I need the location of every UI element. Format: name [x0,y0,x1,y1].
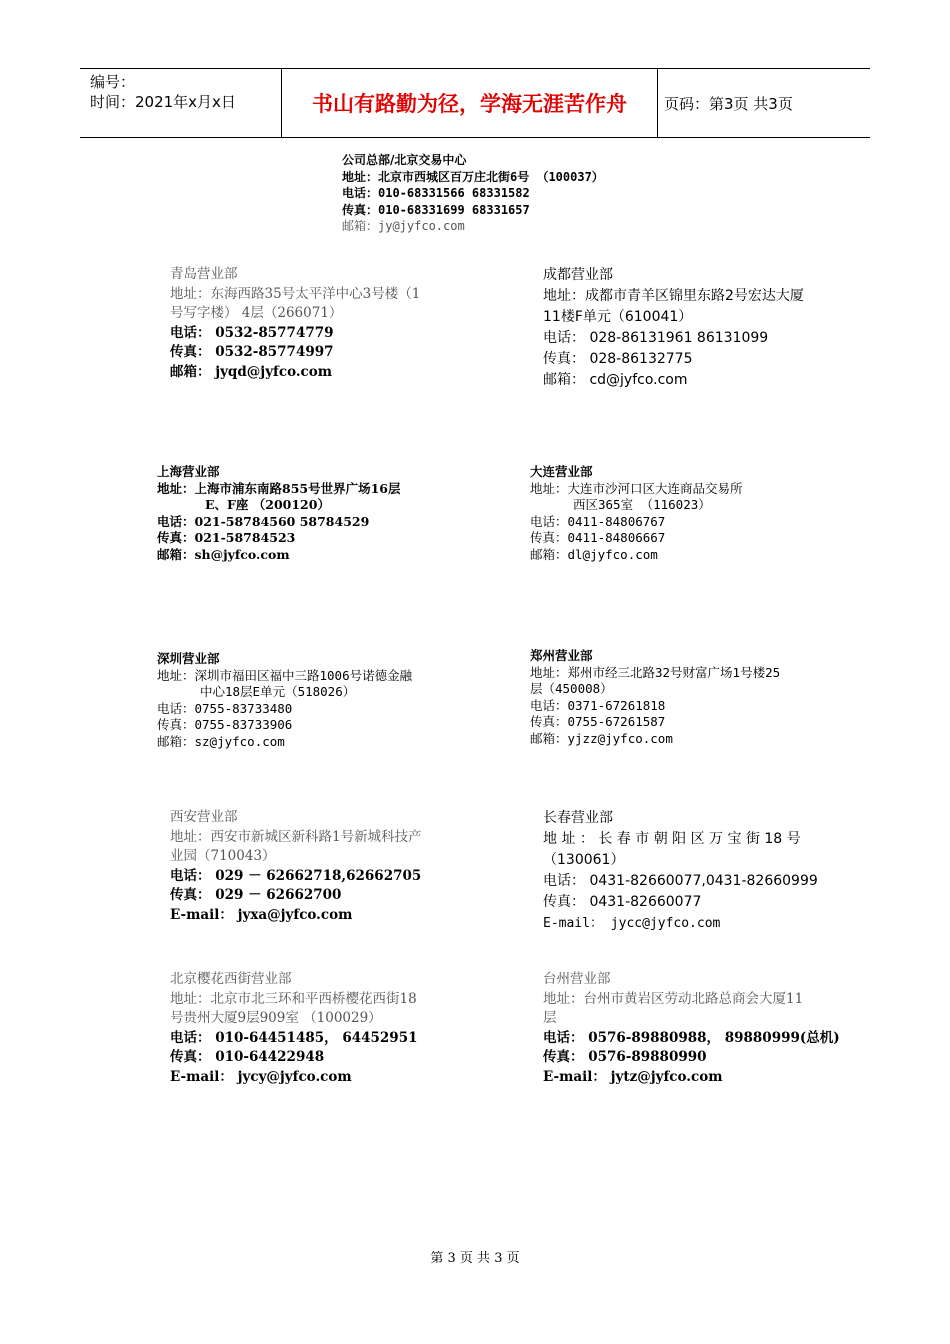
office-fax: 传真：021-58784523 [157,530,296,545]
office-email: E-mail： jycy@jyfco.com [170,1068,352,1085]
number-label: 编号： [90,73,136,91]
office-qingdao [170,265,420,382]
office-address: 地址：郑州市经三北路32号财富广场1号楼25 [530,664,781,680]
office-address-cont: 中心18层E单元（518026） [200,684,356,699]
office-fax: 传真：0411-84806667 [530,530,666,545]
office-address: 地 址 ： 长 春 市 朝 阳 区 万 宝 街 18 号 [543,831,801,847]
office-address-cont: 西区365室 （116023） [573,497,711,512]
office-title: 青岛营业部 [170,266,238,282]
office-address-cont: 层（450008） [530,681,613,696]
office-fax: 传真： 0431-82660077 [543,894,702,910]
office-title: 深圳营业部 [157,651,220,666]
document-header [80,68,870,138]
office-address-cont: 号贵州大厦9层909室 （100029） [170,1010,382,1026]
office-phone: 电话：0755-83733480 [157,700,293,716]
office-address-cont: E、F座 （200120） [205,497,330,512]
office-zhengzhou [530,648,780,747]
office-fax: 传真：0755-83733906 [157,717,293,732]
office-email: 邮箱：sz@jyfco.com [157,733,285,749]
office-title: 北京樱花西街营业部 [170,971,292,987]
office-phone: 电话：0411-84806767 [530,513,666,529]
office-dalian [530,464,743,563]
office-fax: 传真：0755-67261587 [530,714,666,729]
office-xian [170,808,422,925]
office-address: 地址：北京市北三环和平西桥樱花西街18 [170,990,417,1007]
office-email: E-mail： jyxa@jyfco.com [170,906,353,923]
office-shenzhen [157,651,412,750]
office-phone: 电话：021-58784560 58784529 [157,513,370,529]
office-email: 邮箱：dl@jyfco.com [530,546,658,562]
office-address-cont: 11楼F单元（610041） [543,309,693,325]
office-phone: 电话： 0576-89880988， 89880999(总机) [543,1029,840,1046]
hq-block [342,152,604,235]
time-label: 时间：2021年x月x日 [90,93,236,111]
header-meta-cell [80,69,282,137]
office-address-cont: 号写字楼） 4层（266071） [170,305,343,321]
office-email: 邮箱：sh@jyfco.com [157,546,290,562]
office-address: 地址：西安市新城区新科路1号新城科技产 [170,828,422,845]
office-fax: 传真： 010-64422948 [170,1049,325,1065]
office-phone: 电话： 0431-82660077,0431-82660999 [543,873,818,889]
office-fax: 传真： 0576-89880990 [543,1049,707,1065]
office-fax: 传真： 029 － 62662700 [170,887,342,903]
hq-fax: 传真：010-68331699 68331657 [342,202,530,217]
office-phone: 电话： 0532-85774779 [170,324,334,341]
office-phone: 电话： 029 － 62662718,62662705 [170,867,422,884]
office-title: 大连营业部 [530,464,593,479]
office-fax: 传真： 0532-85774997 [170,344,334,360]
motto: 书山有路勤为径，学海无涯苦作舟 [282,69,658,137]
office-address: 地址：深圳市福田区福中三路1006号诺德金融 [157,667,413,683]
office-email: 邮箱：yjzz@jyfco.com [530,730,673,746]
hq-phone: 电话：010-68331566 68331582 [342,186,530,200]
hq-title: 公司总部/北京交易中心 [342,153,467,167]
office-address: 地址：成都市青羊区锦里东路2号宏达大厦 [543,288,804,304]
office-title: 长春营业部 [543,810,613,826]
office-title: 西安营业部 [170,809,238,825]
page-footer: 第 3 页 共 3 页 [430,1251,520,1266]
office-address: 地址：东海西路35号太平洋中心3号楼（1 [170,285,421,302]
office-address: 地址：大连市沙河口区大连商品交易所 [530,480,743,496]
office-changchun [543,808,818,934]
office-phone: 电话： 028-86131961 86131099 [543,330,769,346]
office-title: 郑州营业部 [530,648,593,663]
office-address: 地址：台州市黄岩区劳动北路总商会大厦11 [543,990,804,1007]
office-email: 邮箱： jyqd@jyfco.com [170,363,333,380]
office-email: E-mail： jycc@jyfco.com [543,916,721,931]
hq-email: 邮箱：jy@jyfco.com [342,219,465,233]
office-taizhou [543,970,840,1087]
office-title: 台州营业部 [543,971,611,987]
office-address-cont: 业园（710043） [170,848,276,864]
office-shanghai [157,464,401,563]
office-email: E-mail： jytz@jyfco.com [543,1068,723,1085]
office-address: 地址：上海市浦东南路855号世界广场16层 [157,480,401,496]
page-label: 页码：第3页 共3页 [664,94,793,113]
office-beijing-yinghua [170,970,417,1087]
office-address-cont: 层 [543,1010,557,1026]
hq-address: 地址：北京市西城区百万庄北街6号 （100037） [342,169,604,184]
office-fax: 传真： 028-86132775 [543,351,693,367]
office-address-cont: （130061） [543,852,625,868]
office-phone: 电话：0371-67261818 [530,697,666,713]
office-chengdu [543,265,804,391]
office-title: 上海营业部 [157,464,220,479]
office-email: 邮箱： cd@jyfco.com [543,372,688,388]
office-title: 成都营业部 [543,267,613,283]
office-phone: 电话： 010-64451485， 64452951 [170,1029,418,1046]
